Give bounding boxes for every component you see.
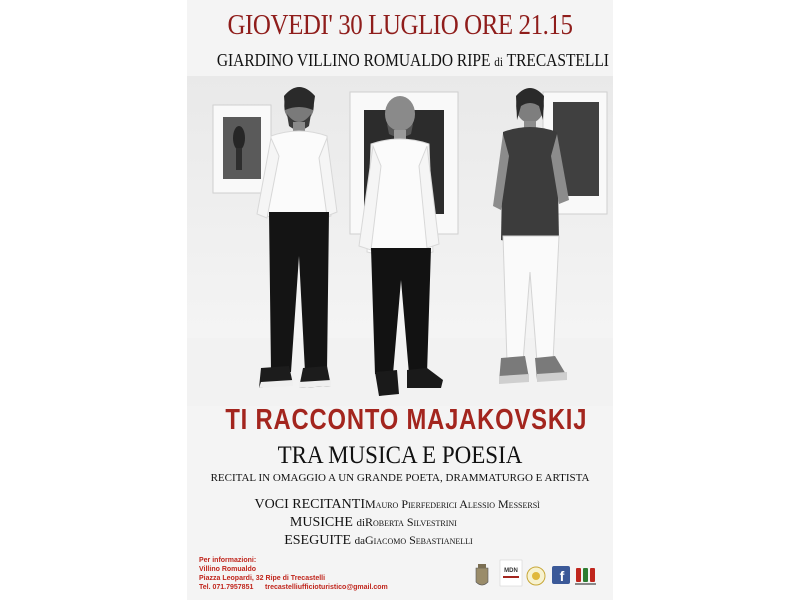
circular-logo <box>527 567 545 585</box>
credit-row-music <box>187 515 613 533</box>
credit-label: VOCI RECITANTI <box>254 497 365 512</box>
credit-value: Roberta Silvestrini <box>365 515 457 529</box>
mdn-logo <box>500 560 522 586</box>
credit-label: ESEGUITE da <box>284 533 365 548</box>
info-line: Piazza Leopardi, 32 Ripe di Trecastelli <box>199 575 326 582</box>
sponsor-logos <box>470 556 610 596</box>
bottles-logo <box>575 568 596 585</box>
credit-value: Giacomo Sebastianelli <box>365 533 473 547</box>
credit-row-performed <box>187 533 613 551</box>
svg-text:MDN: MDN <box>504 568 518 574</box>
venue-main: GIARDINO VILLINO ROMUALDO RIPE <box>216 50 491 70</box>
info-block <box>199 556 459 592</box>
venue-di: di <box>494 54 504 69</box>
svg-text:f: f <box>559 568 565 584</box>
info-line: Villino Romualdo <box>199 566 257 573</box>
credit-row-voices <box>187 497 613 515</box>
event-venue <box>216 50 609 71</box>
credit-label: MUSICHE di <box>289 515 365 530</box>
show-subtitle: TRA MUSICA E POESIA <box>277 442 523 469</box>
info-contact: Tel. 071.7957851 trecastelliufficioturistico@gmail.com <box>199 584 388 591</box>
event-date: GIOVEDI' 30 LUGLIO ORE 21.15 <box>227 9 573 41</box>
performers-photo <box>187 76 613 406</box>
event-poster <box>187 0 613 600</box>
credit-value: Mauro Pierfederici Alessio Messersì <box>365 497 540 511</box>
info-heading: Per informazioni: <box>199 557 257 564</box>
show-title: TI RACCONTO MAJAKOVSKIJ <box>225 404 588 436</box>
facebook-icon <box>552 566 570 584</box>
venue-town: TRECASTELLI <box>506 50 609 70</box>
wall-frame-left <box>213 105 271 193</box>
recital-description: RECITAL IN OMAGGIO A UN GRANDE POETA, DRAMMATURGO E ARTISTA <box>210 472 590 484</box>
municipality-crest-icon <box>476 564 488 585</box>
